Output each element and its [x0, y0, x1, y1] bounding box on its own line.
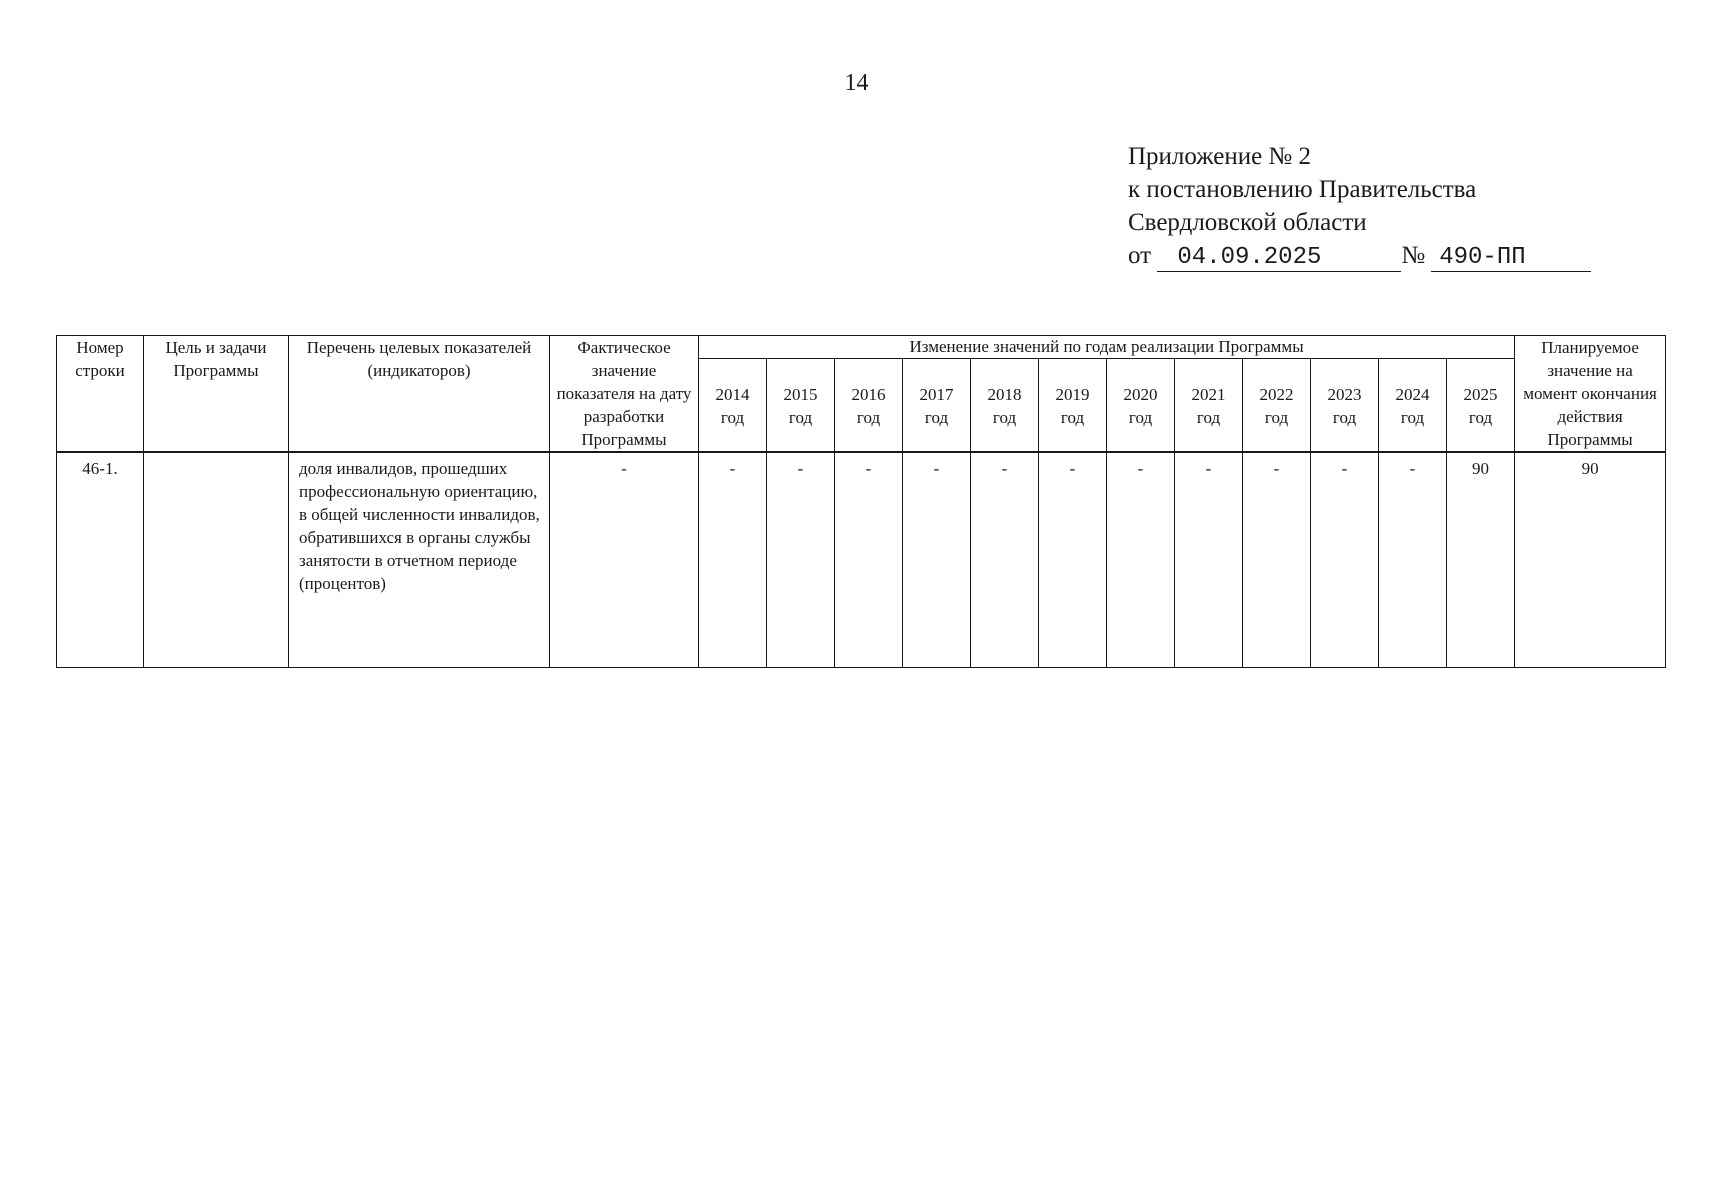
- header-year-2024: 2024 год: [1379, 359, 1447, 453]
- decree-number: 490-ПП: [1431, 245, 1591, 272]
- cell-actual-value: -: [550, 452, 699, 668]
- header-year-2014: 2014 год: [699, 359, 767, 453]
- cell-year-2025: 90: [1447, 452, 1515, 668]
- cell-year-2022: -: [1243, 452, 1311, 668]
- header-year-2019: 2019 год: [1039, 359, 1107, 453]
- indicators-table: [56, 335, 1666, 668]
- cell-goals: [144, 452, 289, 668]
- table-row: [57, 452, 1666, 668]
- appendix-title: Приложение № 2: [1128, 143, 1312, 170]
- header-year-2022: 2022 год: [1243, 359, 1311, 453]
- header-year-2016: 2016 год: [835, 359, 903, 453]
- cell-year-2021: -: [1175, 452, 1243, 668]
- cell-year-2023: -: [1311, 452, 1379, 668]
- header-year-2015: 2015 год: [767, 359, 835, 453]
- appendix-block: [1128, 140, 1591, 272]
- from-label: от: [1128, 242, 1152, 269]
- cell-row-number: 46-1.: [57, 452, 144, 668]
- cell-year-2015: -: [767, 452, 835, 668]
- header-year-2025: 2025 год: [1447, 359, 1515, 453]
- header-year-2018: 2018 год: [971, 359, 1039, 453]
- header-year-2023: 2023 год: [1311, 359, 1379, 453]
- appendix-region: Свердловской области: [1128, 209, 1367, 236]
- cell-year-2016: -: [835, 452, 903, 668]
- header-planned-value: Планируемое значение на момент окончания действия Программы: [1515, 336, 1666, 453]
- cell-year-2017: -: [903, 452, 971, 668]
- number-sign: №: [1401, 242, 1426, 269]
- header-year-2021: 2021 год: [1175, 359, 1243, 453]
- cell-year-2014: -: [699, 452, 767, 668]
- cell-year-2019: -: [1039, 452, 1107, 668]
- header-changes-by-year: Изменение значений по годам реализации Программы: [699, 336, 1515, 359]
- decree-date: 04.09.2025: [1157, 245, 1401, 272]
- appendix-date-number-line: [1128, 239, 1591, 272]
- appendix-decree: к постановлению Правительства: [1128, 176, 1477, 203]
- cell-year-2018: -: [971, 452, 1039, 668]
- header-year-2017: 2017 год: [903, 359, 971, 453]
- cell-year-2024: -: [1379, 452, 1447, 668]
- cell-indicator: доля инвалидов, прошедших профессиональную ориентацию, в общей численности инвалидов, обратившихся в органы службы занятости в отчетном периоде (процентов): [289, 452, 550, 668]
- page-number: 14: [844, 70, 869, 96]
- header-goals: Цель и задачи Программы: [144, 336, 289, 453]
- header-indicators: Перечень целевых показателей (индикаторов): [289, 336, 550, 453]
- cell-planned-value: 90: [1515, 452, 1666, 668]
- cell-year-2020: -: [1107, 452, 1175, 668]
- header-actual-value: Фактическое значение показателя на дату разработки Программы: [550, 336, 699, 453]
- header-year-2020: 2020 год: [1107, 359, 1175, 453]
- header-row-number: Номер строки: [57, 336, 144, 453]
